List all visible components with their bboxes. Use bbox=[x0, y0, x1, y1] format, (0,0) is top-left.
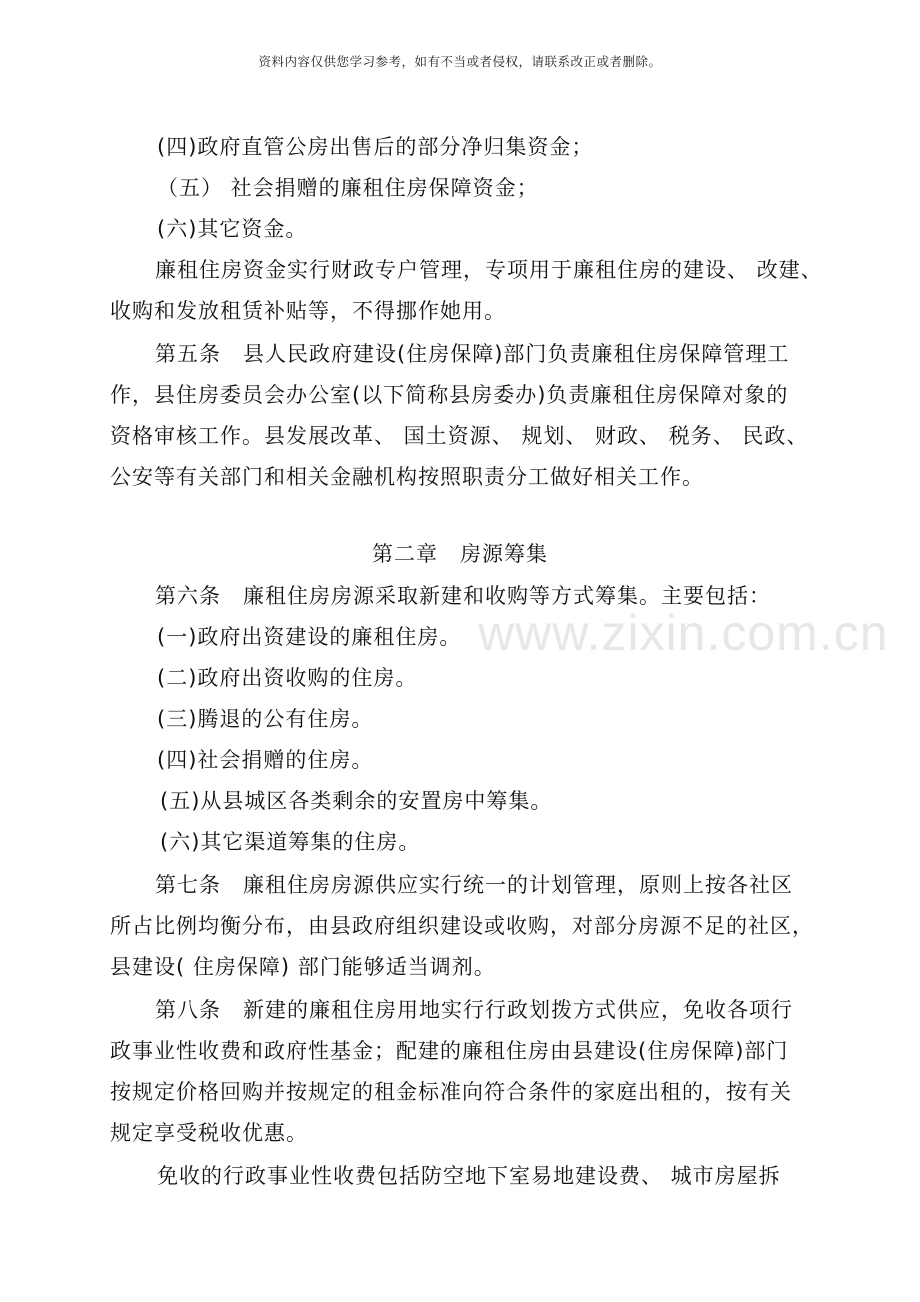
text-line: (四)社会捐赠的住房。 bbox=[157, 748, 374, 772]
text-line: 按规定价格回购并按规定的租金标准向符合条件的家庭出租的，按有关 bbox=[110, 1080, 792, 1104]
text-line: 政事业性收费和政府性基金；配建的廉租住房由县建设(住房保障)部门 bbox=[110, 1039, 789, 1063]
text-line: 第七条 廉租住房房源供应实行统一的计划管理，原则上按各社区 bbox=[155, 873, 793, 897]
text-line: 所占比例均衡分布，由县政府组织建设或收购，对部分房源不足的社区， bbox=[110, 914, 814, 938]
text-line: 规定享受税收优惠。 bbox=[110, 1121, 308, 1145]
text-line: (二)政府出资收购的住房。 bbox=[157, 666, 418, 690]
chapter-heading: 第二章 房源筹集 bbox=[372, 542, 548, 566]
text-line: 公安等有关部门和相关金融机构按照职责分工做好相关工作。 bbox=[110, 465, 704, 489]
text-line: （五） 社会捐赠的廉租住房保障资金； bbox=[157, 176, 539, 200]
text-line: (一)政府出资建设的廉租住房。 bbox=[157, 625, 462, 649]
text-line: (三)腾退的公有住房。 bbox=[157, 707, 374, 731]
text-line: 作，县住房委员会办公室(以下简称县房委办)负责廉租住房保障对象的 bbox=[110, 383, 789, 407]
text-line: 第五条 县人民政府建设(住房保障)部门负责廉租住房保障管理工 bbox=[155, 342, 790, 366]
text-line: 收购和发放租赁补贴等，不得挪作她用。 bbox=[110, 299, 506, 323]
text-line: 第八条 新建的廉租住房用地实行行政划拨方式供应，免收各项行 bbox=[155, 998, 793, 1022]
text-line: 廉租住房资金实行财政专户管理，专项用于廉租住房的建设、 改建、 bbox=[155, 258, 823, 282]
text-line: (五)从县城区各类剩余的安置房中筹集。 bbox=[160, 789, 553, 813]
header-note: 资料内容仅供您学习参考，如有不当或者侵权，请联系改正或者删除。 bbox=[258, 54, 662, 69]
text-line: (六)其它渠道筹集的住房。 bbox=[160, 830, 421, 854]
text-line: 县建设( 住房保障) 部门能够适当调剂。 bbox=[110, 955, 496, 979]
text-line: 免收的行政事业性收费包括防空地下室易地建设费、 城市房屋拆 bbox=[157, 1164, 781, 1188]
text-line: (六)其它资金。 bbox=[157, 217, 308, 241]
watermark: www.zixin.com.cn bbox=[478, 605, 889, 661]
text-line: 第六条 廉租住房房源采取新建和收购等方式筹集。主要包括： bbox=[155, 584, 771, 608]
text-line: 资格审核工作。县发展改革、 国土资源、 规划、 财政、 税务、 民政、 bbox=[110, 424, 809, 448]
text-line: (四)政府直管公房出售后的部分净归集资金； bbox=[157, 135, 594, 159]
